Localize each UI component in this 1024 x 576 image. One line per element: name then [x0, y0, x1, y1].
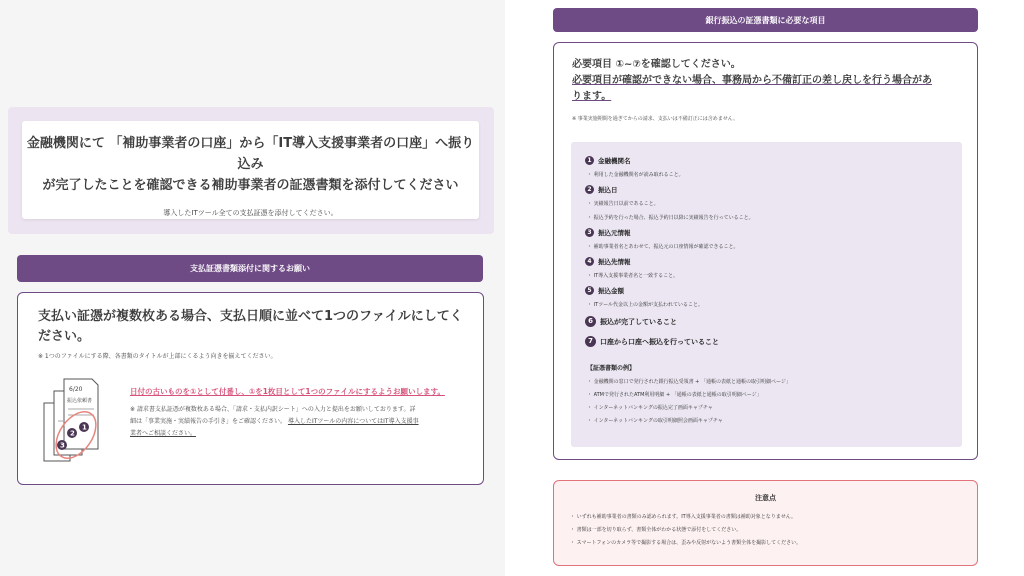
top-card-sub: 導入したITツール全ての支払証憑を添付してください。	[163, 209, 338, 217]
required-items-card	[553, 42, 978, 460]
item-1-title: 金融機関名	[598, 157, 631, 165]
numbering-instruction: 日付の古いものを①として付番し、①を1枚目として1つのファイルにするようお願いします。	[130, 387, 445, 396]
illus-number-3: 3	[60, 441, 65, 450]
required-items-list	[571, 142, 962, 447]
number-7-icon: 7	[585, 336, 596, 347]
number-2-icon: 2	[585, 185, 594, 194]
top-card-heading-line1: 金融機関にて 「補助事業者の口座」から「IT導入支援事業者の口座」へ振り込み	[26, 136, 475, 172]
item-7	[585, 336, 719, 347]
number-4-icon: 4	[585, 257, 594, 266]
item-3-title: 振込元情報	[598, 229, 631, 237]
invoice-note-line2a: 細は「事業実施・実績報告の手引き」をご確認ください。	[130, 418, 287, 425]
item-5-bullet-1: ・ ITツール代金以上の金額が支払われていること。	[587, 302, 704, 308]
item-2-title: 振込日	[598, 186, 618, 194]
required-items-heading-line2: 必要項目が確認ができない場合、事務局から不備訂正の差し戻しを行う場合があ	[572, 75, 932, 86]
invoice-note-line3: 業者へご相談ください。	[130, 430, 197, 437]
example-3: ・ インターネットバンキングの振込完了画面キャプチャ	[587, 405, 713, 411]
number-3-icon: 3	[585, 228, 594, 237]
example-2: ・ ATMで発行されたATM利用明細 + 「通帳の表紙と通帳の取引明細ページ」	[587, 392, 762, 398]
example-1: ・ 金融機関の窓口で発行された銀行振込受領書 + 「通帳の表紙と通帳の取引明細ページ」	[587, 379, 791, 385]
section-banner-payment-evidence: 支払証憑書類添付に関するお願い	[17, 255, 483, 282]
item-2-bullet-1: ・ 実績報告日以前であること。	[587, 201, 659, 207]
invoice-note-line1: ※ 請求書支払証憑が複数枚ある場合、「請求・支払内訳シート」への入力と提出をお願いしております。詳	[130, 406, 416, 413]
item-4-title: 振込先情報	[598, 258, 631, 266]
invoice-note-line2b: 導入したITツールの内容についてはIT導入支援事	[287, 418, 419, 425]
caution-bullet-2: ・ 書類は一部を切り取らず、書類全体がわかる状態で添付をしてください。	[570, 527, 742, 533]
illus-doc-label: 振込依頼書	[67, 398, 93, 404]
item-6-title: 振込が完了していること	[600, 317, 677, 326]
illus-number-2: 2	[70, 429, 75, 438]
item-1	[585, 156, 631, 165]
required-items-heading-line3: ります。	[572, 91, 612, 102]
number-1-icon: 1	[585, 156, 594, 165]
item-4	[585, 257, 631, 266]
top-card-heading-line2: が完了したことを確認できる補助事業者の証憑書類を添付してください	[42, 178, 459, 193]
multiple-evidence-card	[17, 292, 484, 485]
item-4-bullet-1: ・ IT導入支援事業者名と一致すること。	[587, 273, 679, 279]
caution-bullet-1: ・ いずれも補助事業者の書類のみ認められます。IT導入支援事業者の書類は補助対象となりません。	[570, 514, 797, 520]
item-5-title: 振込金額	[598, 287, 624, 295]
item-1-bullet-1: ・ 利用した金融機関名が読み取れること。	[587, 172, 684, 178]
invoice-note	[130, 404, 476, 440]
item-2-bullet-2: ・ 振込予約を行った場合、振込予約日以降に実績報告を行っていること。	[587, 215, 754, 221]
section-banner-required-items: 銀行振込の証憑書類に必要な項目	[553, 8, 978, 32]
examples-title: 【証憑書類の例】	[587, 365, 636, 372]
example-4: ・ インターネットバンキングの取引明細照会画面キャプチャ	[587, 418, 723, 424]
item-3	[585, 228, 631, 237]
required-items-heading-line1: 必要項目 ①~⑦を確認してください。	[572, 59, 741, 70]
caution-card	[553, 480, 978, 566]
item-5	[585, 286, 624, 295]
left-panel-background	[0, 0, 505, 576]
item-3-bullet-1: ・ 補助事業者名とあわせて、振込元の口座情報が確認できること。	[587, 244, 739, 250]
number-5-icon: 5	[585, 286, 594, 295]
multiple-evidence-heading: 支払い証憑が複数枚ある場合、支払日順に並べて1つのファイルにしてください。	[38, 309, 463, 344]
item-6	[585, 316, 677, 327]
required-items-note: ※ 事業実施期間を過ぎてからの請求、支払いは不備訂正には含めません。	[572, 116, 739, 122]
multiple-evidence-note: ※ 1つのファイルにする際、各書類のタイトルが上部にくるよう向きを揃えてください。	[38, 353, 277, 360]
top-notice-card	[22, 121, 479, 219]
illus-date-label: 6/20	[69, 386, 83, 393]
caution-title: 注意点	[755, 494, 776, 502]
caution-bullet-3: ・ スマートフォンのカメラ等で撮影する場合は、歪みや反射がないよう書類全体を撮影してください。	[570, 540, 802, 546]
stacked-documents-illustration	[36, 375, 126, 475]
required-items-heading	[572, 57, 967, 105]
item-2	[585, 185, 618, 194]
item-7-title: 口座から口座へ振込を行っていること	[600, 337, 719, 346]
number-6-icon: 6	[585, 316, 596, 327]
illus-number-1: 1	[82, 423, 87, 432]
